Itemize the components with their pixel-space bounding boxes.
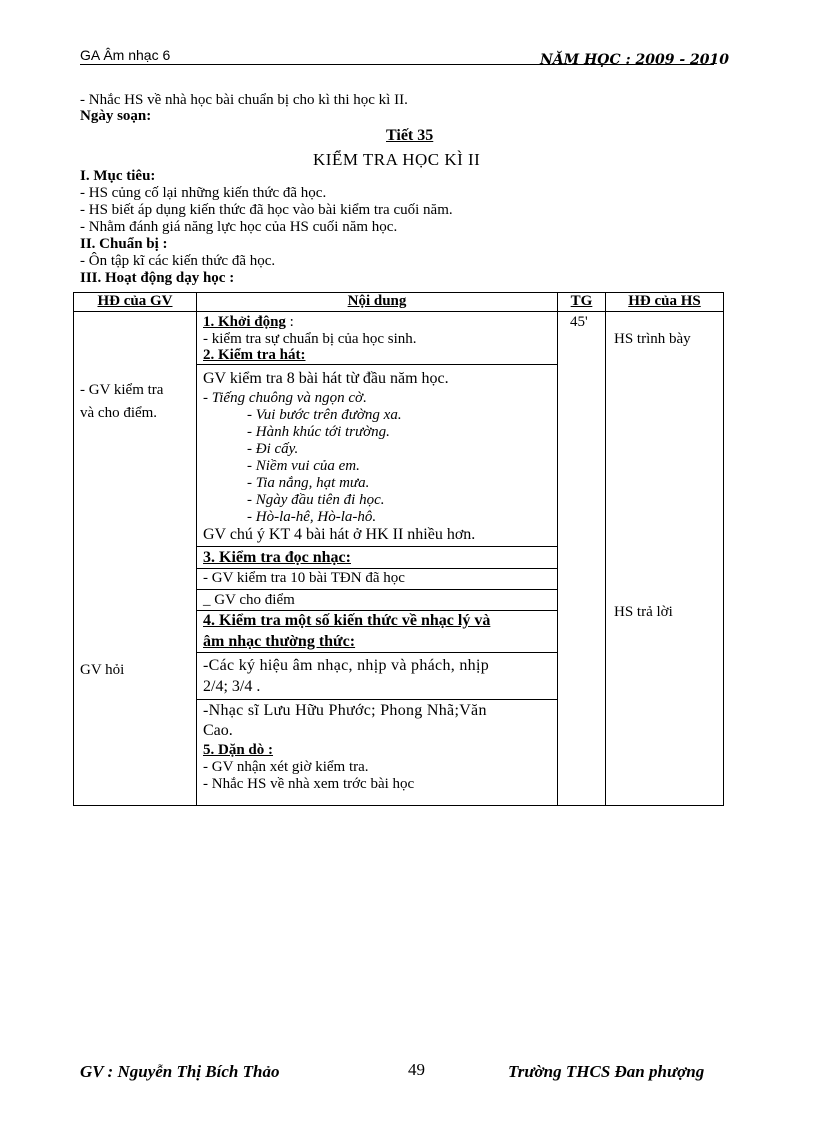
song-item: - Vui bước trên đường xa. — [247, 407, 402, 423]
song-item: - Ngày đầu tiên đi học. — [247, 492, 385, 508]
reminder-line: - Nhắc HS về nhà học bài chuẩn bị cho kì thi học kì II. — [80, 92, 408, 108]
activities-table — [73, 292, 724, 806]
section-divider — [197, 589, 557, 590]
header-subject: GA Âm nhạc 6 — [80, 47, 171, 63]
header-rule — [80, 64, 714, 65]
page-number: 49 — [408, 1060, 425, 1079]
header-tg: TG — [558, 293, 606, 312]
hs-text: HS trả lời — [614, 604, 673, 620]
gv-text: GV hỏi — [80, 662, 125, 678]
song-item: - Tia nắng, hạt mưa. — [247, 475, 370, 491]
section-divider — [197, 568, 557, 569]
date-label: Ngày soạn: — [80, 108, 152, 124]
song-item: - Hò-la-hê, Hò-la-hô. — [247, 509, 377, 525]
header-hs: HĐ của HS — [606, 293, 724, 312]
time-value: 45' — [570, 314, 588, 330]
header-gv: HĐ của GV — [74, 293, 197, 312]
content-line: - kiểm tra sự chuẩn bị của học sinh. — [203, 331, 417, 347]
table-row — [74, 312, 724, 806]
hs-cell — [606, 312, 724, 806]
objective-item: - HS củng cố lại những kiến thức đã học. — [80, 185, 327, 201]
gv-text: - GV kiểm tra — [80, 382, 164, 398]
content-line: GV kiểm tra 8 bài hát từ đầu năm học. — [203, 370, 449, 387]
section-title: 3. Kiểm tra đọc nhạc: — [203, 549, 351, 566]
tg-cell — [558, 312, 606, 806]
page-title: KIỂM TRA HỌC KÌ II — [313, 150, 481, 169]
content-line: 2/4; 3/4 . — [203, 678, 261, 695]
song-item: - Niềm vui của em. — [247, 458, 360, 474]
lesson-number: Tiết 35 — [386, 127, 434, 144]
section-title: 4. Kiểm tra một số kiến thức về nhạc lý và — [203, 612, 491, 629]
section-title-suffix: : — [285, 314, 294, 330]
section-title: 2. Kiểm tra hát: — [203, 347, 306, 363]
preparation-heading: II. Chuẩn bị : — [80, 236, 168, 252]
section-divider — [197, 364, 557, 365]
content-line: - GV kiểm tra 10 bài TĐN đã học — [203, 570, 405, 586]
header-school-year: NĂM HỌC : 2009 - 2010 — [540, 52, 729, 68]
song-item: - Đi cấy. — [247, 441, 299, 457]
section-divider — [197, 610, 557, 611]
activities-heading: III. Hoạt động dạy học : — [80, 270, 235, 286]
table-header-row — [74, 293, 724, 312]
gv-text: và cho điểm. — [80, 405, 158, 421]
section-title: âm nhạc thường thức: — [203, 633, 356, 650]
content-line: - Nhắc HS về nhà xem trớc bài học — [203, 776, 415, 792]
section-divider — [197, 699, 557, 700]
section-title: 1. Khởi động — [203, 314, 286, 330]
preparation-item: - Ôn tập kĩ các kiến thức đã học. — [80, 253, 276, 269]
section-divider — [197, 546, 557, 547]
footer-school: Trường THCS Đan phượng — [508, 1062, 705, 1081]
content-line: _ GV cho điểm — [203, 592, 295, 608]
gv-cell — [74, 312, 197, 806]
section-khoi-dong — [203, 314, 294, 331]
content-line: -Nhạc sĩ Lưu Hữu Phước; Phong Nhã;Văn — [203, 702, 487, 719]
hs-text: HS trình bày — [614, 331, 691, 347]
objective-item: - HS biết áp dụng kiến thức đã học vào bài kiểm tra cuối năm. — [80, 202, 453, 218]
song-item: - Tiếng chuông và ngọn cờ. — [203, 390, 367, 406]
content-cell — [197, 312, 558, 806]
section-divider — [197, 652, 557, 653]
content-line: -Các ký hiệu âm nhạc, nhịp và phách, nhịp — [203, 657, 489, 674]
header-content: Nội dung — [197, 293, 558, 312]
footer-teacher: GV : Nguyễn Thị Bích Thảo — [80, 1062, 280, 1081]
content-line: Cao. — [203, 722, 233, 739]
objectives-heading: I. Mục tiêu: — [80, 168, 156, 184]
section-title: 5. Dặn dò : — [203, 742, 274, 758]
song-item: - Hành khúc tới trường. — [247, 424, 390, 440]
objective-item: - Nhằm đánh giá năng lực học của HS cuối năm học. — [80, 219, 398, 235]
content-line: - GV nhận xét giờ kiểm tra. — [203, 759, 369, 775]
content-line: GV chú ý KT 4 bài hát ở HK II nhiều hơn. — [203, 526, 476, 543]
